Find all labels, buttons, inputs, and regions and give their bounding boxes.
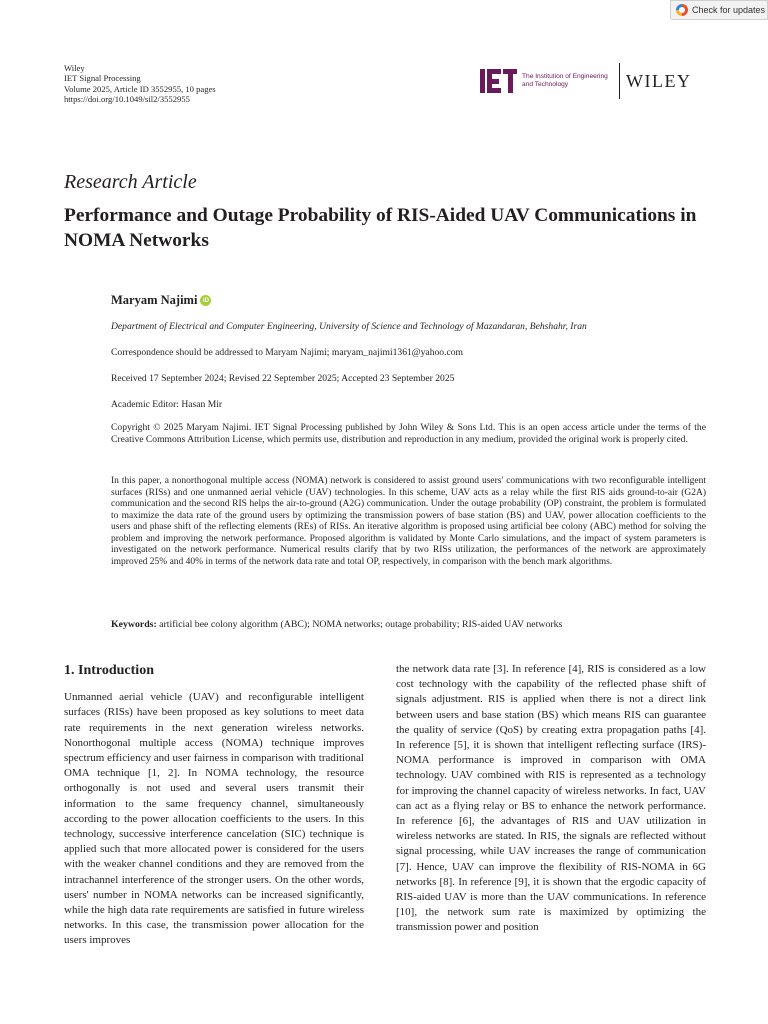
keywords <box>111 619 706 631</box>
doi-link[interactable]: https://doi.org/10.1049/sil2/3552955 <box>64 94 190 105</box>
article-dates: Received 17 September 2024; Revised 22 September 2025; Accepted 23 September 2025 <box>111 373 455 384</box>
check-updates-icon <box>676 4 688 16</box>
check-for-updates-button[interactable] <box>670 0 768 20</box>
affiliation: Department of Electrical and Computer Engineering, University of Science and Technology of Mazandaran, Behshahr, Iran <box>111 321 587 332</box>
intro-paragraph-right: the network data rate [3]. In reference [4], RIS is considered as a low cost technology with the capability of the reflected phase shift of signals adjustment. RIS is applied when there is not a direct link between users and base station (BS) which means RIS can guarantee the quality of service (QoS) by creating extra propagation paths [4]. In reference [5], it is shown that intelligent reflecting surface (IRS)-NOMA performance is improved in comparison with OMA technology. UAV combined with RIS is represented as a technology for improving the channel capacity of wireless networks. In fact, UAV can act as a flying relay or BS to enhance the network performance. In reference [6], the advantages of RIS and UAV utilization in wireless networks are stated. In RIS, the signals are reflected without signal processing, while UAV increases the range of communication [7]. Hence, UAV can improve the flexibility of RIS-NOMA in 6G networks [8]. In reference [9], it is shown that the ergodic capacity of RIS-aided UAV is more than the UAV communications. In reference [10], the network sum rate is maximized by optimizing the transmission power and position <box>396 663 706 934</box>
check-updates-label: Check for updates <box>692 5 766 15</box>
volume-info: Volume 2025, Article ID 3552955, 10 pages <box>64 83 216 94</box>
journal-name: IET Signal Processing <box>64 73 141 84</box>
keywords-list: artificial bee colony algorithm (ABC); NOMA networks; outage probability; RIS-aided UAV networks <box>159 619 563 630</box>
correspondence: Correspondence should be addressed to Maryam Najimi; maryam_najimi1361@yahoo.com <box>111 347 463 358</box>
author-name[interactable]: Maryam Najimi <box>111 293 198 307</box>
body-right-column <box>396 662 706 936</box>
author <box>111 293 211 308</box>
publisher-logos <box>480 63 691 99</box>
section-heading: 1. Introduction <box>64 663 154 678</box>
copyright-notice: Copyright © 2025 Maryam Najimi. IET Signal Processing published by John Wiley & Sons Ltd. This is an open access article under the terms of the Creative Commons Attribution License, which permits use, distribution and reproduction in any medium, provided the original work is properly cited. <box>111 422 706 445</box>
iet-logo-text: The Institution of Engineering and Technology <box>522 73 608 88</box>
abstract: In this paper, a nonorthogonal multiple access (NOMA) network is considered to assist ground users' communications with two reconfigurable intelligent surfaces (RISs) and one unmanned aerial vehicle (UAV) technologies. In this scheme, UAV acts as a relay while the first RIS aids ground-to-air (G2A) communication and the second RIS helps the air-to-ground (A2G) communication. Under the outage probability (OP) constraint, the problem is formulated to maximize the data rate of the ground users by optimizing the transmission powers of base station (BS) and UAV, power allocation coefficients to the users and phase shift of the reflecting elements (REs) of RISs. An iterative algorithm is proposed using artificial bee colony (ABC) method for solving the problem and improving the network performance. Proposed algorithm is validated by Monte Carlo simulations, and the impact of system parameters is investigated on the network performance. Numerical results clarify that by two RISs utilization, the performances of the network are approximately improved 25% and 40% in terms of the network data rate and total OP, respectively, in comparison with the bench mark algorithms. <box>111 476 706 567</box>
journal-meta <box>64 63 216 105</box>
academic-editor: Academic Editor: Hasan Mir <box>111 399 223 410</box>
iet-logo-icon <box>480 69 517 93</box>
orcid-icon[interactable]: iD <box>200 295 211 306</box>
article-type: Research Article <box>64 171 197 193</box>
publisher-name: Wiley <box>64 63 85 73</box>
wiley-logo: WILEY <box>626 70 692 91</box>
intro-paragraph-left: Unmanned aerial vehicle (UAV) and reconfigurable intelligent surfaces (RISs) have been proposed as key solutions to meet data rate requirements in the next generation wireless networks. Nonorthogonal multiple access (NOMA) technique improves spectrum efficiency and user fairness in comparison with traditional OMA technique [1, 2]. In NOMA technology, the resource orthogonally is not used and several users transmit their information to the same frequency channel, simultaneously according to the power allocation coefficients to the users. In this technology, successive interference cancelation (SIC) technique is applied such that more allocated power is considered for the users with the weaker channel conditions and they are removed from the intrachannel interference of the stronger users. On the other words, users' number in NOMA networks can be increased significantly, while the high data rate requirements are satisfied in future wireless networks. In this case, the transmission power allocation for the users improves <box>64 691 364 947</box>
logo-divider <box>619 63 620 99</box>
keywords-label: Keywords: <box>111 619 157 630</box>
article-title: Performance and Outage Probability of RIS-Aided UAV Communications in NOMA Networks <box>64 205 697 251</box>
body-left-column <box>64 662 364 949</box>
